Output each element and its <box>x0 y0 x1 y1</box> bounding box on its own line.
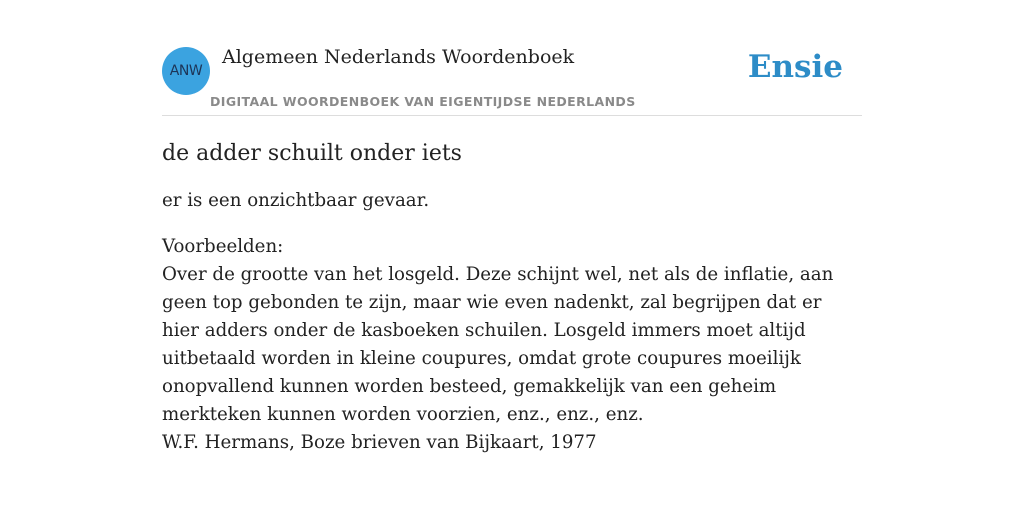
example-source: W.F. Hermans, Boze brieven van Bijkaart, 1977 <box>162 432 597 453</box>
entry-definition: er is een onzichtbaar gevaar. <box>162 190 430 211</box>
examples-label: Voorbeelden: <box>162 236 284 257</box>
anw-logo[interactable] <box>162 47 210 95</box>
example-quote: Over de grootte van het losgeld. Deze schijnt wel, net als de inflatie, aan geen top gebonden te zijn, maar wie even nadenkt, zal begrijpen dat er hier adders onder de kasboeken schuilen. Losgeld immers moet altijd uitbetaald worden in kleine coupures, omdat grote coupures moeilijk onopvallend kunnen worden besteed, gemakkelijk van een geheim merkteken kunnen worden voorzien, enz., enz., enz. <box>162 264 834 425</box>
site-title[interactable]: Algemeen Nederlands Woordenboek <box>222 46 575 68</box>
entry-term: de adder schuilt onder iets <box>162 141 462 166</box>
site-header <box>162 0 862 116</box>
ensie-brand-link[interactable]: Ensie <box>747 49 843 85</box>
logo-text: ANW <box>169 63 203 79</box>
examples-section <box>162 233 862 457</box>
entry-content <box>162 137 862 457</box>
site-subtitle: DIGITAAL WOORDENBOEK VAN EIGENTIJDSE NEDERLANDS <box>210 94 636 109</box>
